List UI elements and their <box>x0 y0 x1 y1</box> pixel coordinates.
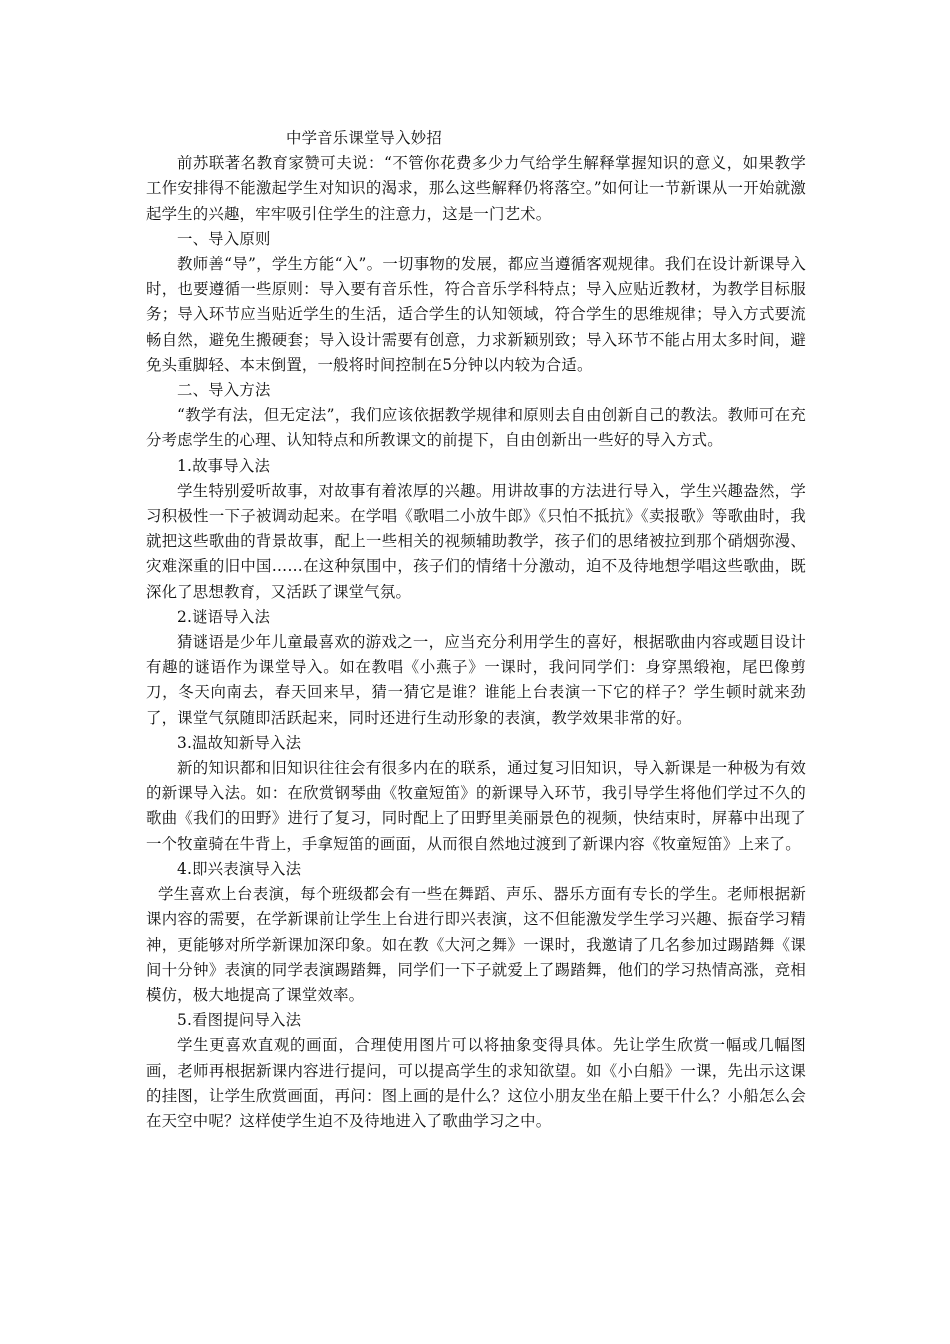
method-heading-review: 3.温故知新导入法 <box>177 733 302 752</box>
document-page <box>146 126 806 1134</box>
method-paragraph-riddle: 猜谜语是少年儿童最喜欢的游戏之一，应当充分利用学生的喜好，根据歌曲内容或题目设计有趣的谜语作为课堂导入。如在教唱《小燕子》一课时，我问同学们：身穿黑缎袍，尾巴像剪刀，冬天向南去，春天回来早，猜一猜它是谁？谁能上台表演一下它的样子？学生顿时就来劲了，课堂气氛随即活跃起来，同时还进行生动形象的表演，教学效果非常的好。 <box>146 633 806 727</box>
section-heading-principles: 一、导入原则 <box>177 229 271 248</box>
method-heading-riddle: 2.谜语导入法 <box>177 607 271 626</box>
method-heading-story: 1.故事导入法 <box>177 456 271 475</box>
method-paragraph-review: 新的知识都和旧知识往往会有很多内在的联系，通过复习旧知识，导入新课是一种极为有效的新课导入法。如：在欣赏钢琴曲《牧童短笛》的新课导入环节，我引导学生将他们学过不久的歌曲《我们的田野》进行了复习，同时配上了田野里美丽景色的视频，快结束时，屏幕中出现了一个牧童骑在牛背上，手拿短笛的画面，从而很自然地过渡到了新课内容《牧童短笛》上来了。 <box>146 759 806 853</box>
method-paragraph-performance: 学生喜欢上台表演，每个班级都会有一些在舞蹈、声乐、器乐方面有专长的学生。老师根据新课内容的需要，在学新课前让学生上台进行即兴表演，这不但能激发学生学习兴趣、振奋学习精神，更能够对所学新课加深印象。如在教《大河之舞》一课时，我邀请了几名参加过踢踏舞《课间十分钟》表演的同学表演踢踏舞，同学们一下子就爱上了踢踏舞，他们的学习热情高涨，竞相模仿，极大地提高了课堂效率。 <box>146 885 806 1004</box>
method-paragraph-picture: 学生更喜欢直观的画面，合理使用图片可以将抽象变得具体。先让学生欣赏一幅或几幅图画，老师再根据新课内容进行提问，可以提高学生的求知欲望。如《小白船》一课，先出示这课的挂图，让学生欣赏画面，再问：图上画的是什么？这位小朋友坐在船上要干什么？小船怎么会在天空中呢？这样使学生迫不及待地进入了歌曲学习之中。 <box>146 1036 806 1130</box>
intro-paragraph: 前苏联著名教育家赞可夫说：“不管你花费多少力气给学生解释掌握知识的意义，如果教学工作安排得不能激起学生对知识的渴求，那么这些解释仍将落空。”如何让一节新课从一开始就激起学生的兴趣，牢牢吸引住学生的注意力，这是一门艺术。 <box>146 154 806 223</box>
section-heading-methods: 二、导入方法 <box>177 381 271 400</box>
method-heading-picture: 5.看图提问导入法 <box>177 1011 302 1030</box>
document-title: 中学音乐课堂导入妙招 <box>286 129 442 147</box>
method-heading-performance: 4.即兴表演导入法 <box>177 859 302 878</box>
method-paragraph-story: 学生特别爱听故事，对故事有着浓厚的兴趣。用讲故事的方法进行导入，学生兴趣盎然，学习积极性一下子被调动起来。在学唱《歌唱二小放牛郎》《只怕不抵抗》《卖报歌》等歌曲时，我就把这些歌曲的背景故事，配上一些相关的视频辅助教学，孩子们的思绪被拉到那个硝烟弥漫、灾难深重的旧中国……在这种氛围中，孩子们的情绪十分激动，迫不及待地想学唱这些歌曲，既深化了思想教育，又活跃了课堂气氛。 <box>146 481 806 601</box>
methods-paragraph: “教学有法，但无定法”，我们应该依据教学规律和原则去自由创新自己的教法。教师可在充分考虑学生的心理、认知特点和所教课文的前提下，自由创新出一些好的导入方式。 <box>146 406 806 450</box>
principles-paragraph: 教师善“导”，学生方能“入”。一切事物的发展，都应当遵循客观规律。我们在设计新课导入时，也要遵循一些原则：导入要有音乐性，符合音乐学科特点；导入应贴近教材，为教学目标服务；导入环节应当贴近学生的生活，适合学生的认知领域，符合学生的思维规律；导入方式要流畅自然，避免生搬硬套；导入设计需要有创意，力求新颖别致；导入环节不能占用太多时间，避免头重脚轻、本末倒置，一般将时间控制在5分钟以内较为合适。 <box>146 255 806 374</box>
